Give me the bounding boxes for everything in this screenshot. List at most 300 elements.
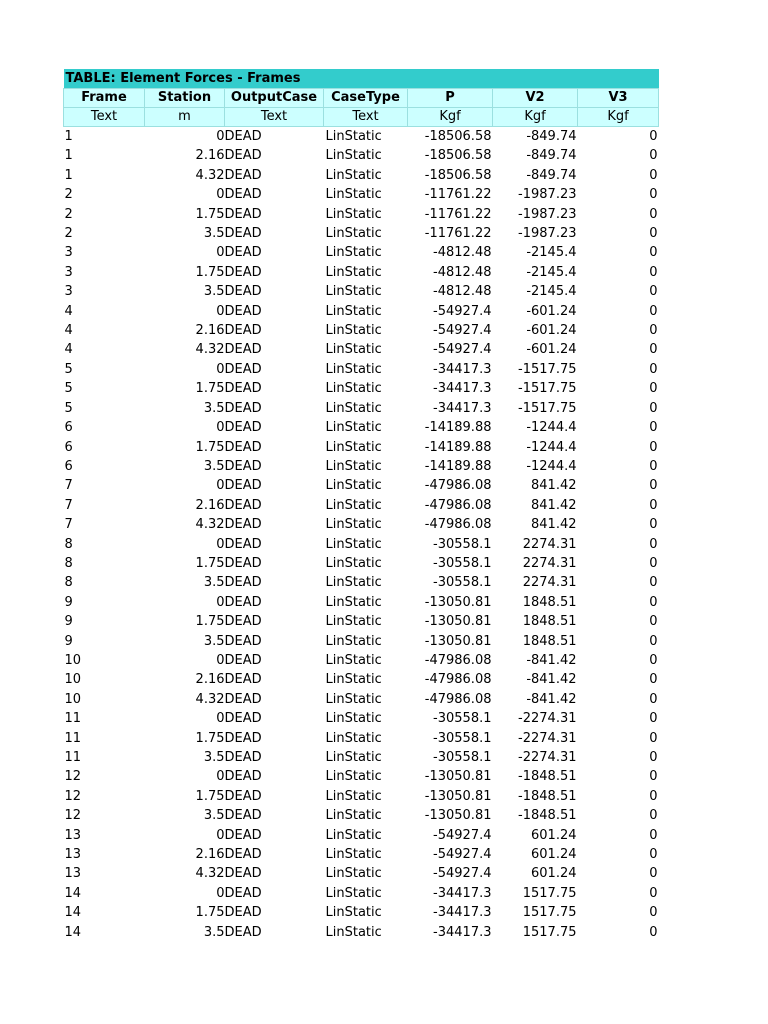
cell-output-case[interactable]: DEAD: [224, 866, 262, 882]
cell-frame[interactable]: 12: [64, 808, 82, 824]
cell-frame[interactable]: 14: [64, 905, 82, 921]
cell-frame[interactable]: 10: [64, 652, 82, 668]
cell-case-type[interactable]: LinStatic: [325, 342, 382, 358]
cell-v2[interactable]: -1848.51: [518, 769, 577, 785]
header-station[interactable]: Station: [145, 89, 225, 108]
cell-v2[interactable]: -841.42: [526, 652, 577, 668]
cell-output-case[interactable]: DEAD: [224, 594, 262, 610]
header-p[interactable]: P: [408, 89, 493, 108]
cell-v2[interactable]: -2274.31: [518, 711, 577, 727]
cell-case-type[interactable]: LinStatic: [325, 847, 382, 863]
header-frame[interactable]: Frame: [64, 89, 145, 108]
cell-case-type[interactable]: LinStatic: [325, 652, 382, 668]
cell-p[interactable]: -11761.22: [424, 206, 492, 222]
cell-frame[interactable]: 5: [64, 400, 73, 416]
cell-p[interactable]: -47986.08: [424, 497, 492, 513]
cell-v2[interactable]: 2274.31: [522, 536, 577, 552]
cell-output-case[interactable]: DEAD: [224, 264, 262, 280]
cell-p[interactable]: -13050.81: [424, 594, 492, 610]
cell-v2[interactable]: -1244.4: [526, 458, 577, 474]
cell-p[interactable]: -54927.4: [433, 303, 492, 319]
cell-case-type[interactable]: LinStatic: [325, 458, 382, 474]
cell-p[interactable]: -30558.1: [433, 730, 492, 746]
cell-p[interactable]: -14189.88: [424, 439, 492, 455]
cell-v3[interactable]: 0: [649, 633, 658, 649]
cell-v3[interactable]: 0: [649, 672, 658, 688]
cell-frame[interactable]: 4: [64, 323, 73, 339]
cell-case-type[interactable]: LinStatic: [325, 827, 382, 843]
cell-frame[interactable]: 6: [64, 458, 73, 474]
cell-output-case[interactable]: DEAD: [224, 206, 262, 222]
cell-station[interactable]: 3.5: [203, 400, 225, 416]
cell-station[interactable]: 1.75: [195, 788, 225, 804]
cell-p[interactable]: -11761.22: [424, 226, 492, 242]
cell-station[interactable]: 4.32: [195, 167, 225, 183]
cell-v2[interactable]: -1244.4: [526, 420, 577, 436]
cell-frame[interactable]: 14: [64, 885, 82, 901]
cell-station[interactable]: 1.75: [195, 206, 225, 222]
cell-station[interactable]: 0: [216, 187, 225, 203]
cell-v3[interactable]: 0: [649, 206, 658, 222]
cell-output-case[interactable]: DEAD: [224, 652, 262, 668]
cell-v2[interactable]: -2274.31: [518, 730, 577, 746]
cell-frame[interactable]: 13: [64, 827, 82, 843]
cell-output-case[interactable]: DEAD: [224, 672, 262, 688]
cell-p[interactable]: -47986.08: [424, 478, 492, 494]
cell-p[interactable]: -47986.08: [424, 517, 492, 533]
cell-case-type[interactable]: LinStatic: [325, 555, 382, 571]
cell-frame[interactable]: 9: [64, 633, 73, 649]
cell-v3[interactable]: 0: [649, 691, 658, 707]
cell-p[interactable]: -34417.3: [433, 400, 492, 416]
cell-frame[interactable]: 1: [64, 129, 73, 144]
cell-p[interactable]: -18506.58: [424, 129, 492, 144]
cell-frame[interactable]: 7: [64, 497, 73, 513]
cell-v3[interactable]: 0: [649, 769, 658, 785]
cell-case-type[interactable]: LinStatic: [325, 536, 382, 552]
cell-p[interactable]: -13050.81: [424, 769, 492, 785]
cell-case-type[interactable]: LinStatic: [325, 439, 382, 455]
cell-frame[interactable]: 4: [64, 303, 73, 319]
cell-v2[interactable]: -1517.75: [518, 361, 577, 377]
cell-station[interactable]: 2.16: [195, 847, 225, 863]
cell-frame[interactable]: 4: [64, 342, 73, 358]
cell-case-type[interactable]: LinStatic: [325, 264, 382, 280]
cell-station[interactable]: 1.75: [195, 905, 225, 921]
cell-station[interactable]: 3.5: [203, 226, 225, 242]
cell-frame[interactable]: 10: [64, 691, 82, 707]
cell-case-type[interactable]: LinStatic: [325, 517, 382, 533]
cell-output-case[interactable]: DEAD: [224, 303, 262, 319]
cell-p[interactable]: -4812.48: [433, 245, 492, 261]
cell-case-type[interactable]: LinStatic: [325, 575, 382, 591]
cell-v3[interactable]: 0: [649, 439, 658, 455]
cell-v3[interactable]: 0: [649, 187, 658, 203]
cell-v3[interactable]: 0: [649, 730, 658, 746]
cell-output-case[interactable]: DEAD: [224, 148, 262, 164]
cell-output-case[interactable]: DEAD: [224, 439, 262, 455]
cell-p[interactable]: -14189.88: [424, 420, 492, 436]
cell-v2[interactable]: -2145.4: [526, 284, 577, 300]
cell-v3[interactable]: 0: [649, 420, 658, 436]
cell-station[interactable]: 2.16: [195, 497, 225, 513]
cell-output-case[interactable]: DEAD: [224, 730, 262, 746]
cell-frame[interactable]: 1: [64, 167, 73, 183]
cell-v2[interactable]: -601.24: [526, 303, 577, 319]
cell-p[interactable]: -34417.3: [433, 885, 492, 901]
cell-v2[interactable]: 1517.75: [522, 924, 577, 940]
cell-case-type[interactable]: LinStatic: [325, 129, 382, 144]
cell-case-type[interactable]: LinStatic: [325, 245, 382, 261]
cell-v2[interactable]: -1848.51: [518, 808, 577, 824]
cell-v3[interactable]: 0: [649, 847, 658, 863]
cell-output-case[interactable]: DEAD: [224, 497, 262, 513]
unit-v2[interactable]: Kgf: [493, 108, 578, 127]
cell-v2[interactable]: -1987.23: [518, 187, 577, 203]
cell-v3[interactable]: 0: [649, 866, 658, 882]
cell-output-case[interactable]: DEAD: [224, 827, 262, 843]
cell-frame[interactable]: 9: [64, 594, 73, 610]
cell-station[interactable]: 1.75: [195, 730, 225, 746]
cell-station[interactable]: 0: [216, 652, 225, 668]
cell-v3[interactable]: 0: [649, 129, 658, 144]
cell-p[interactable]: -54927.4: [433, 323, 492, 339]
cell-station[interactable]: 0: [216, 303, 225, 319]
cell-case-type[interactable]: LinStatic: [325, 730, 382, 746]
cell-frame[interactable]: 9: [64, 614, 73, 630]
cell-v2[interactable]: -2274.31: [518, 750, 577, 765]
cell-v2[interactable]: -1517.75: [518, 400, 577, 416]
cell-v2[interactable]: 1517.75: [522, 885, 577, 901]
cell-case-type[interactable]: LinStatic: [325, 226, 382, 242]
cell-output-case[interactable]: DEAD: [224, 381, 262, 397]
cell-v3[interactable]: 0: [649, 342, 658, 358]
cell-station[interactable]: 2.16: [195, 672, 225, 688]
cell-case-type[interactable]: LinStatic: [325, 303, 382, 319]
cell-case-type[interactable]: LinStatic: [325, 924, 382, 940]
cell-station[interactable]: 3.5: [203, 575, 225, 591]
cell-case-type[interactable]: LinStatic: [325, 691, 382, 707]
cell-v2[interactable]: -1987.23: [518, 226, 577, 242]
cell-output-case[interactable]: DEAD: [224, 711, 262, 727]
cell-case-type[interactable]: LinStatic: [325, 885, 382, 901]
cell-v3[interactable]: 0: [649, 148, 658, 164]
cell-station[interactable]: 0: [216, 420, 225, 436]
cell-frame[interactable]: 8: [64, 575, 73, 591]
cell-p[interactable]: -54927.4: [433, 866, 492, 882]
cell-v2[interactable]: -2145.4: [526, 264, 577, 280]
cell-output-case[interactable]: DEAD: [224, 245, 262, 261]
cell-station[interactable]: 0: [216, 478, 225, 494]
cell-p[interactable]: -11761.22: [424, 187, 492, 203]
cell-station[interactable]: 1.75: [195, 614, 225, 630]
cell-case-type[interactable]: LinStatic: [325, 905, 382, 921]
cell-station[interactable]: 0: [216, 245, 225, 261]
cell-station[interactable]: 2.16: [195, 148, 225, 164]
cell-v2[interactable]: -601.24: [526, 323, 577, 339]
cell-v3[interactable]: 0: [649, 381, 658, 397]
cell-frame[interactable]: 7: [64, 478, 73, 494]
cell-case-type[interactable]: LinStatic: [325, 769, 382, 785]
cell-case-type[interactable]: LinStatic: [325, 381, 382, 397]
cell-v3[interactable]: 0: [649, 594, 658, 610]
cell-p[interactable]: -18506.58: [424, 148, 492, 164]
cell-v2[interactable]: 841.42: [531, 517, 577, 533]
cell-output-case[interactable]: DEAD: [224, 517, 262, 533]
cell-v2[interactable]: -601.24: [526, 342, 577, 358]
cell-frame[interactable]: 3: [64, 284, 73, 300]
cell-v3[interactable]: 0: [649, 555, 658, 571]
cell-p[interactable]: -47986.08: [424, 672, 492, 688]
cell-station[interactable]: 0: [216, 711, 225, 727]
cell-case-type[interactable]: LinStatic: [325, 672, 382, 688]
cell-output-case[interactable]: DEAD: [224, 633, 262, 649]
cell-frame[interactable]: 13: [64, 847, 82, 863]
unit-v3[interactable]: Kgf: [578, 108, 659, 127]
cell-v3[interactable]: 0: [649, 400, 658, 416]
cell-v2[interactable]: 2274.31: [522, 575, 577, 591]
cell-p[interactable]: -47986.08: [424, 691, 492, 707]
cell-v3[interactable]: 0: [649, 458, 658, 474]
cell-v2[interactable]: -1987.23: [518, 206, 577, 222]
cell-station[interactable]: 0: [216, 129, 225, 144]
cell-frame[interactable]: 12: [64, 788, 82, 804]
cell-case-type[interactable]: LinStatic: [325, 323, 382, 339]
cell-case-type[interactable]: LinStatic: [325, 187, 382, 203]
cell-p[interactable]: -54927.4: [433, 342, 492, 358]
cell-station[interactable]: 1.75: [195, 555, 225, 571]
cell-output-case[interactable]: DEAD: [224, 458, 262, 474]
cell-output-case[interactable]: DEAD: [224, 905, 262, 921]
header-v3[interactable]: V3: [578, 89, 659, 108]
header-output-case[interactable]: OutputCase: [225, 89, 324, 108]
cell-p[interactable]: -34417.3: [433, 381, 492, 397]
cell-v2[interactable]: 601.24: [531, 866, 577, 882]
cell-p[interactable]: -30558.1: [433, 711, 492, 727]
cell-frame[interactable]: 2: [64, 187, 73, 203]
cell-station[interactable]: 1.75: [195, 264, 225, 280]
cell-p[interactable]: -13050.81: [424, 614, 492, 630]
cell-case-type[interactable]: LinStatic: [325, 284, 382, 300]
header-v2[interactable]: V2: [493, 89, 578, 108]
cell-frame[interactable]: 2: [64, 206, 73, 222]
cell-frame[interactable]: 3: [64, 245, 73, 261]
cell-station[interactable]: 3.5: [203, 750, 225, 765]
cell-p[interactable]: -30558.1: [433, 536, 492, 552]
cell-case-type[interactable]: LinStatic: [325, 420, 382, 436]
cell-v3[interactable]: 0: [649, 536, 658, 552]
cell-station[interactable]: 0: [216, 885, 225, 901]
cell-frame[interactable]: 6: [64, 420, 73, 436]
cell-v2[interactable]: 841.42: [531, 497, 577, 513]
cell-case-type[interactable]: LinStatic: [325, 400, 382, 416]
cell-station[interactable]: 4.32: [195, 691, 225, 707]
cell-frame[interactable]: 11: [64, 730, 82, 746]
cell-p[interactable]: -34417.3: [433, 361, 492, 377]
cell-output-case[interactable]: DEAD: [224, 342, 262, 358]
cell-p[interactable]: -34417.3: [433, 924, 492, 940]
cell-output-case[interactable]: DEAD: [224, 284, 262, 300]
cell-v3[interactable]: 0: [649, 226, 658, 242]
unit-case-type[interactable]: Text: [324, 108, 408, 127]
cell-frame[interactable]: 8: [64, 536, 73, 552]
cell-v2[interactable]: 2274.31: [522, 555, 577, 571]
unit-p[interactable]: Kgf: [408, 108, 493, 127]
cell-frame[interactable]: 1: [64, 148, 73, 164]
cell-v3[interactable]: 0: [649, 905, 658, 921]
cell-v2[interactable]: -2145.4: [526, 245, 577, 261]
cell-v2[interactable]: -1244.4: [526, 439, 577, 455]
cell-case-type[interactable]: LinStatic: [325, 614, 382, 630]
cell-v2[interactable]: 1517.75: [522, 905, 577, 921]
cell-frame[interactable]: 13: [64, 866, 82, 882]
cell-output-case[interactable]: DEAD: [224, 924, 262, 940]
cell-p[interactable]: -14189.88: [424, 458, 492, 474]
cell-frame[interactable]: 8: [64, 555, 73, 571]
header-case-type[interactable]: CaseType: [324, 89, 408, 108]
cell-frame[interactable]: 11: [64, 711, 82, 727]
cell-frame[interactable]: 2: [64, 226, 73, 242]
cell-v2[interactable]: 1848.51: [522, 614, 577, 630]
cell-case-type[interactable]: LinStatic: [325, 478, 382, 494]
cell-station[interactable]: 1.75: [195, 381, 225, 397]
cell-v2[interactable]: -841.42: [526, 691, 577, 707]
cell-station[interactable]: 0: [216, 594, 225, 610]
cell-output-case[interactable]: DEAD: [224, 129, 262, 144]
cell-v2[interactable]: -1517.75: [518, 381, 577, 397]
cell-v3[interactable]: 0: [649, 924, 658, 940]
cell-p[interactable]: -54927.4: [433, 827, 492, 843]
cell-case-type[interactable]: LinStatic: [325, 361, 382, 377]
cell-v3[interactable]: 0: [649, 885, 658, 901]
cell-frame[interactable]: 3: [64, 264, 73, 280]
cell-v2[interactable]: -841.42: [526, 672, 577, 688]
cell-output-case[interactable]: DEAD: [224, 555, 262, 571]
cell-output-case[interactable]: DEAD: [224, 478, 262, 494]
cell-frame[interactable]: 11: [64, 750, 82, 765]
cell-v3[interactable]: 0: [649, 323, 658, 339]
cell-v2[interactable]: 601.24: [531, 827, 577, 843]
cell-station[interactable]: 3.5: [203, 284, 225, 300]
cell-v3[interactable]: 0: [649, 652, 658, 668]
cell-v2[interactable]: -849.74: [526, 148, 577, 164]
cell-station[interactable]: 0: [216, 769, 225, 785]
cell-p[interactable]: -54927.4: [433, 847, 492, 863]
cell-output-case[interactable]: DEAD: [224, 361, 262, 377]
cell-station[interactable]: 1.75: [195, 439, 225, 455]
cell-v3[interactable]: 0: [649, 711, 658, 727]
cell-case-type[interactable]: LinStatic: [325, 750, 382, 765]
cell-p[interactable]: -18506.58: [424, 167, 492, 183]
cell-output-case[interactable]: DEAD: [224, 788, 262, 804]
cell-p[interactable]: -30558.1: [433, 555, 492, 571]
cell-p[interactable]: -30558.1: [433, 575, 492, 591]
cell-output-case[interactable]: DEAD: [224, 400, 262, 416]
cell-output-case[interactable]: DEAD: [224, 187, 262, 203]
cell-frame[interactable]: 6: [64, 439, 73, 455]
unit-station[interactable]: m: [145, 108, 225, 127]
cell-v3[interactable]: 0: [649, 614, 658, 630]
cell-station[interactable]: 3.5: [203, 458, 225, 474]
cell-output-case[interactable]: DEAD: [224, 575, 262, 591]
cell-output-case[interactable]: DEAD: [224, 847, 262, 863]
cell-v3[interactable]: 0: [649, 478, 658, 494]
cell-p[interactable]: -47986.08: [424, 652, 492, 668]
cell-output-case[interactable]: DEAD: [224, 323, 262, 339]
cell-station[interactable]: 4.32: [195, 866, 225, 882]
cell-v3[interactable]: 0: [649, 808, 658, 824]
cell-v3[interactable]: 0: [649, 303, 658, 319]
cell-output-case[interactable]: DEAD: [224, 885, 262, 901]
cell-station[interactable]: 0: [216, 361, 225, 377]
cell-v3[interactable]: 0: [649, 245, 658, 261]
cell-v3[interactable]: 0: [649, 575, 658, 591]
cell-v2[interactable]: -1848.51: [518, 788, 577, 804]
cell-output-case[interactable]: DEAD: [224, 420, 262, 436]
cell-frame[interactable]: 12: [64, 769, 82, 785]
cell-case-type[interactable]: LinStatic: [325, 711, 382, 727]
cell-frame[interactable]: 14: [64, 924, 82, 940]
cell-station[interactable]: 2.16: [195, 323, 225, 339]
cell-frame[interactable]: 10: [64, 672, 82, 688]
cell-v3[interactable]: 0: [649, 517, 658, 533]
cell-v2[interactable]: 601.24: [531, 847, 577, 863]
cell-station[interactable]: 0: [216, 827, 225, 843]
cell-case-type[interactable]: LinStatic: [325, 633, 382, 649]
cell-p[interactable]: -34417.3: [433, 905, 492, 921]
cell-v3[interactable]: 0: [649, 827, 658, 843]
cell-case-type[interactable]: LinStatic: [325, 788, 382, 804]
unit-output-case[interactable]: Text: [225, 108, 324, 127]
unit-frame[interactable]: Text: [64, 108, 145, 127]
cell-case-type[interactable]: LinStatic: [325, 206, 382, 222]
cell-v3[interactable]: 0: [649, 264, 658, 280]
cell-output-case[interactable]: DEAD: [224, 750, 262, 765]
cell-v2[interactable]: -849.74: [526, 129, 577, 144]
cell-station[interactable]: 4.32: [195, 517, 225, 533]
cell-p[interactable]: -13050.81: [424, 633, 492, 649]
cell-p[interactable]: -13050.81: [424, 808, 492, 824]
cell-output-case[interactable]: DEAD: [224, 691, 262, 707]
cell-v2[interactable]: 1848.51: [522, 633, 577, 649]
cell-case-type[interactable]: LinStatic: [325, 497, 382, 513]
cell-v2[interactable]: 841.42: [531, 478, 577, 494]
cell-station[interactable]: 4.32: [195, 342, 225, 358]
cell-p[interactable]: -4812.48: [433, 284, 492, 300]
cell-frame[interactable]: 5: [64, 381, 73, 397]
cell-case-type[interactable]: LinStatic: [325, 594, 382, 610]
cell-case-type[interactable]: LinStatic: [325, 167, 382, 183]
cell-station[interactable]: 3.5: [203, 633, 225, 649]
cell-station[interactable]: 3.5: [203, 924, 225, 940]
cell-frame[interactable]: 7: [64, 517, 73, 533]
cell-frame[interactable]: 5: [64, 361, 73, 377]
cell-output-case[interactable]: DEAD: [224, 808, 262, 824]
cell-v2[interactable]: -849.74: [526, 167, 577, 183]
cell-p[interactable]: -4812.48: [433, 264, 492, 280]
cell-v3[interactable]: 0: [649, 497, 658, 513]
cell-case-type[interactable]: LinStatic: [325, 808, 382, 824]
cell-station[interactable]: 3.5: [203, 808, 225, 824]
cell-output-case[interactable]: DEAD: [224, 226, 262, 242]
cell-output-case[interactable]: DEAD: [224, 769, 262, 785]
cell-v3[interactable]: 0: [649, 167, 658, 183]
cell-p[interactable]: -13050.81: [424, 788, 492, 804]
cell-case-type[interactable]: LinStatic: [325, 866, 382, 882]
cell-v3[interactable]: 0: [649, 788, 658, 804]
cell-output-case[interactable]: DEAD: [224, 536, 262, 552]
cell-v2[interactable]: 1848.51: [522, 594, 577, 610]
